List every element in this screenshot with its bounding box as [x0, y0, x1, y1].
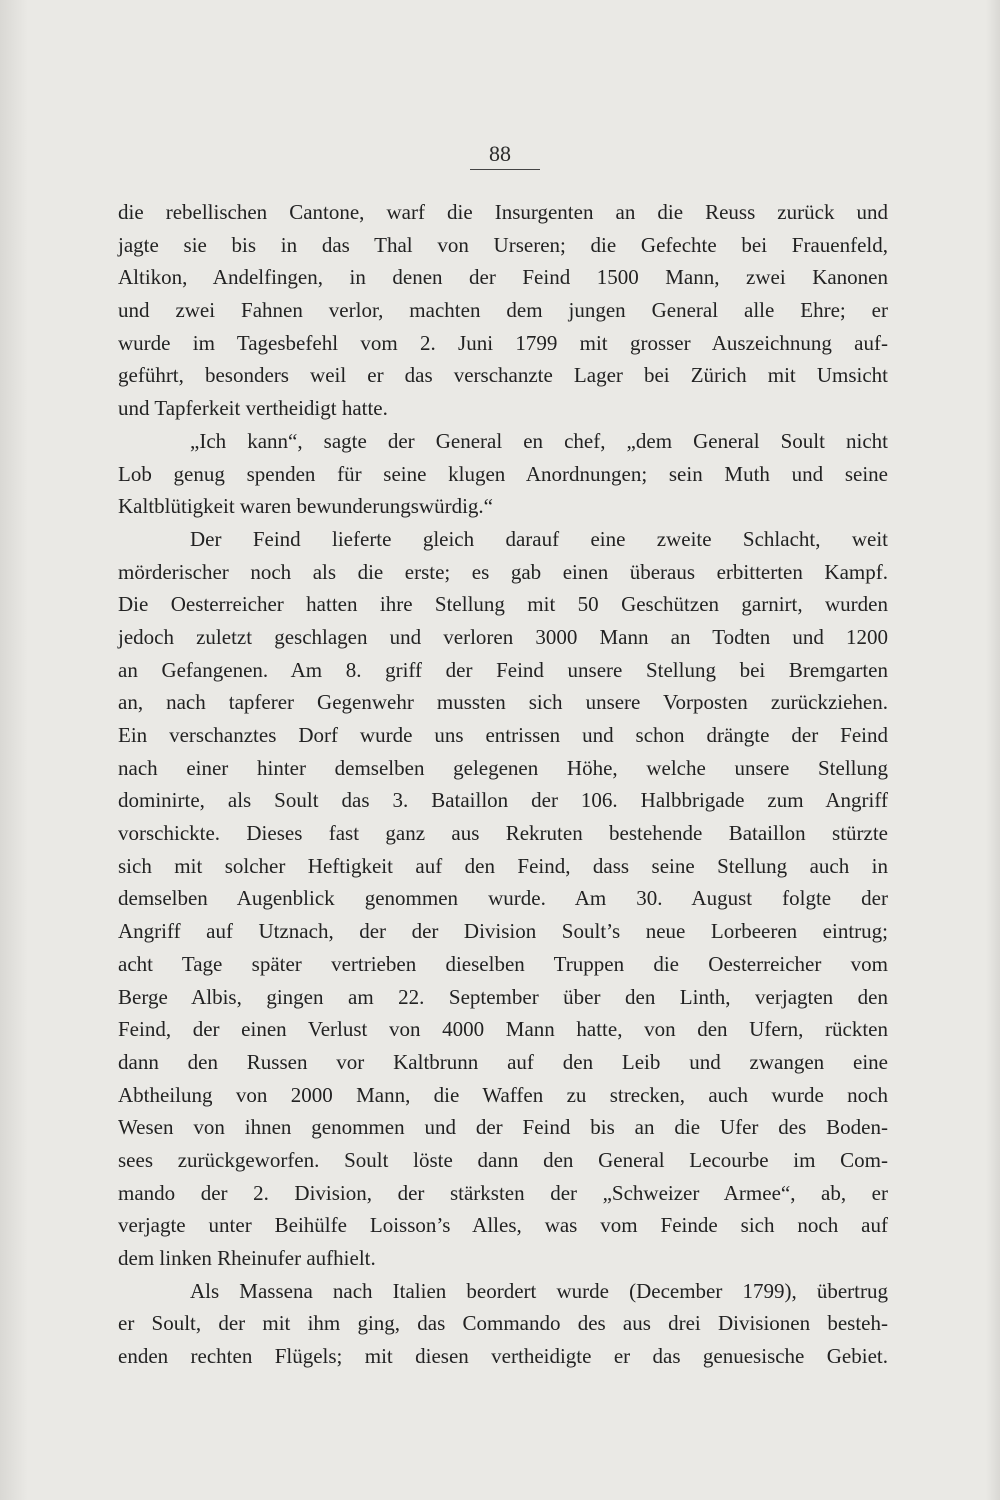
text-line: jagte sie bis in das Thal von Urseren; die Gefechte bei Frauenfeld, [118, 232, 888, 257]
text-line: wurde im Tagesbefehl vom 2. Juni 1799 mit grosser Auszeichnung auf- [118, 330, 888, 355]
text-line: Als Massena nach Italien beordert wurde (December 1799), übertrug [190, 1278, 888, 1303]
text-line: an Gefangenen. Am 8. griff der Feind unsere Stellung bei Bremgarten [118, 657, 888, 682]
text-line: er Soult, der mit ihm ging, das Commando des aus drei Divisionen besteh- [118, 1311, 888, 1336]
text-line: vorschickte. Dieses fast ganz aus Rekruten bestehende Bataillon stürzte [118, 821, 888, 846]
text-line: nach einer hinter demselben gelegenen Höhe, welche unsere Stellung [118, 755, 888, 780]
text-line: und Tapferkeit vertheidigt hatte. [118, 396, 388, 421]
text-line: jedoch zuletzt geschlagen und verloren 3000 Mann an Todten und 1200 [118, 624, 888, 649]
text-line: demselben Augenblick genommen wurde. Am 30. August folgte der [118, 886, 888, 911]
text-line: Berge Albis, gingen am 22. September über den Linth, verjagten den [118, 984, 888, 1009]
text-line: verjagte unter Beihülfe Loisson’s Alles, was vom Feinde sich noch auf [118, 1213, 888, 1238]
text-line: Ein verschanztes Dorf wurde uns entrissen und schon drängte der Feind [118, 723, 888, 747]
text-line: dann den Russen vor Kaltbrunn auf den Leib und zwangen eine [118, 1049, 888, 1074]
text-line: Die Oesterreicher hatten ihre Stellung mit 50 Geschützen garnirt, wurden [118, 592, 888, 617]
text-line: Abtheilung von 2000 Mann, die Waffen zu strecken, auch wurde noch [118, 1082, 888, 1107]
text-line: die rebellischen Cantone, warf die Insurgenten an die Reuss zurück und [118, 200, 888, 224]
text-line: Lob genug spenden für seine klugen Anordnungen; sein Muth und seine [118, 461, 888, 486]
text-line: sees zurückgeworfen. Soult löste dann den General Lecourbe im Com- [118, 1147, 888, 1172]
text-line: geführt, besonders weil er das verschanzte Lager bei Zürich mit Umsicht [118, 363, 888, 388]
page-edge-shadow [986, 0, 1000, 1500]
text-line: enden rechten Flügels; mit diesen vertheidigte er das genuesische Gebiet. [118, 1344, 888, 1369]
text-line: Wesen von ihnen genommen und der Feind bis an die Ufer des Boden- [118, 1115, 888, 1140]
page-number-rule [470, 169, 540, 170]
text-line: Angriff auf Utznach, der der Division Soult’s neue Lorbeeren eintrug; [118, 919, 888, 944]
body-text [118, 196, 888, 1373]
text-line: an, nach tapferer Gegenwehr mussten sich unsere Vorposten zurückziehen. [118, 690, 888, 715]
text-line: mörderischer noch als die erste; es gab einen überaus erbitterten Kampf. [118, 559, 888, 584]
text-line: Kaltblütigkeit waren bewunderungswürdig.“ [118, 494, 493, 519]
text-line: acht Tage später vertrieben dieselben Truppen die Oesterreicher vom [118, 951, 888, 976]
text-line: und zwei Fahnen verlor, machten dem jungen General alle Ehre; er [118, 298, 888, 323]
text-line: dem linken Rheinufer aufhielt. [118, 1246, 376, 1270]
text-line: mando der 2. Division, der stärksten der „Schweizer Armee“, ab, er [118, 1180, 888, 1205]
text-line: dominirte, als Soult das 3. Bataillon der 106. Halbbrigade zum Angriff [118, 788, 888, 813]
text-line: Feind, der einen Verlust von 4000 Mann hatte, von den Ufern, rückten [118, 1017, 888, 1042]
text-line: Der Feind lieferte gleich darauf eine zweite Schlacht, weit [190, 526, 888, 551]
text-line: „Ich kann“, sagte der General en chef, „dem General Soult nicht [190, 428, 888, 453]
page-number: 88 [489, 141, 511, 166]
text-line: Altikon, Andelfingen, in denen der Feind 1500 Mann, zwei Kanonen [118, 265, 888, 290]
page-gutter-shadow [0, 0, 28, 1500]
text-line: sich mit solcher Heftigkeit auf den Feind, dass seine Stellung auch in [118, 853, 888, 878]
